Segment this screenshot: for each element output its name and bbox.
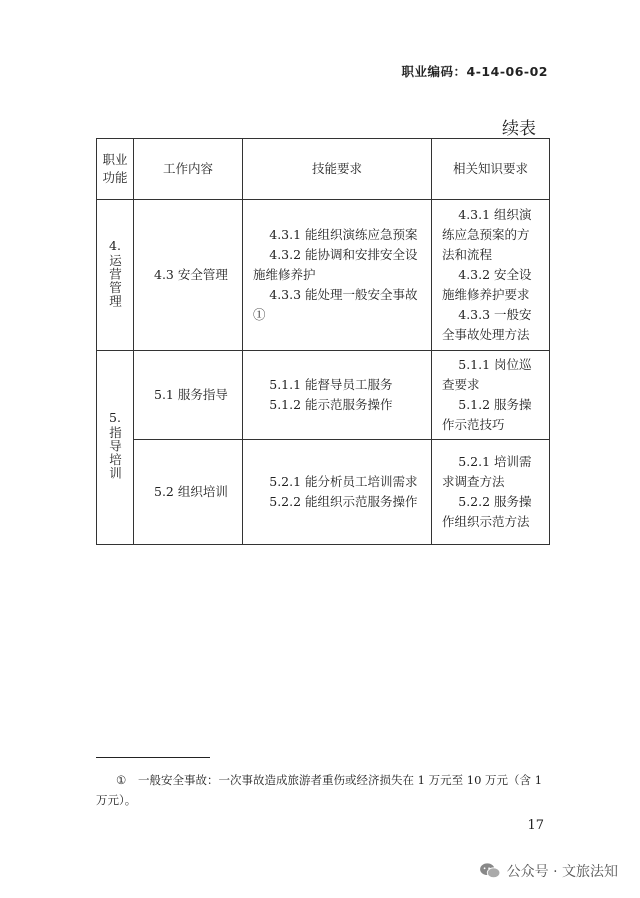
header-skills: 技能要求 xyxy=(243,139,432,200)
function-cell: 4. 运营管理 xyxy=(97,200,134,351)
page-number: 17 xyxy=(527,818,544,833)
header-function: 职业 功能 xyxy=(97,139,134,200)
footnote-mark: ① xyxy=(116,773,127,787)
continued-label: 续表 xyxy=(502,119,536,139)
watermark xyxy=(479,861,618,881)
knowledge-cell: 4.3.1 组织演练应急预案的方法和流程 4.3.2 安全设施维修养护要求 4.3.3 一般安全事故处理方法 xyxy=(432,200,550,351)
table-row xyxy=(97,351,550,440)
skills-cell: 4.3.1 能组织演练应急预案 4.3.2 能协调和安排安全设施维修养护 4.3.3 能处理一般安全事故① xyxy=(243,200,432,351)
table-header-row xyxy=(97,139,550,200)
wechat-icon xyxy=(479,862,501,880)
occupation-code: 职业编码：4-14-06-02 xyxy=(401,64,548,79)
table-row xyxy=(97,200,550,351)
skills-table xyxy=(96,138,550,545)
watermark-text: 公众号 · 文旅法知 xyxy=(506,864,618,880)
content-cell: 5.1 服务指导 xyxy=(134,351,243,440)
skills-cell: 5.2.1 能分析员工培训需求 5.2.2 能组织示范服务操作 xyxy=(243,440,432,545)
knowledge-cell: 5.2.1 培训需求调查方法 5.2.2 服务操作组织示范方法 xyxy=(432,440,550,545)
table-row xyxy=(97,440,550,545)
content-cell: 5.2 组织培训 xyxy=(134,440,243,545)
function-cell: 5. 指导培训 xyxy=(97,351,134,545)
footnote-divider xyxy=(96,757,210,758)
knowledge-cell: 5.1.1 岗位巡查要求 5.1.2 服务操作示范技巧 xyxy=(432,351,550,440)
footnote-text: 一般安全事故：一次事故造成旅游者重伤或经济损失在 1 万元至 10 万元（含 1 万元）。 xyxy=(96,773,543,807)
header-knowledge: 相关知识要求 xyxy=(432,139,550,200)
skills-cell: 5.1.1 能督导员工服务 5.1.2 能示范服务操作 xyxy=(243,351,432,440)
content-cell: 4.3 安全管理 xyxy=(134,200,243,351)
header-content: 工作内容 xyxy=(134,139,243,200)
footnote xyxy=(96,770,556,810)
